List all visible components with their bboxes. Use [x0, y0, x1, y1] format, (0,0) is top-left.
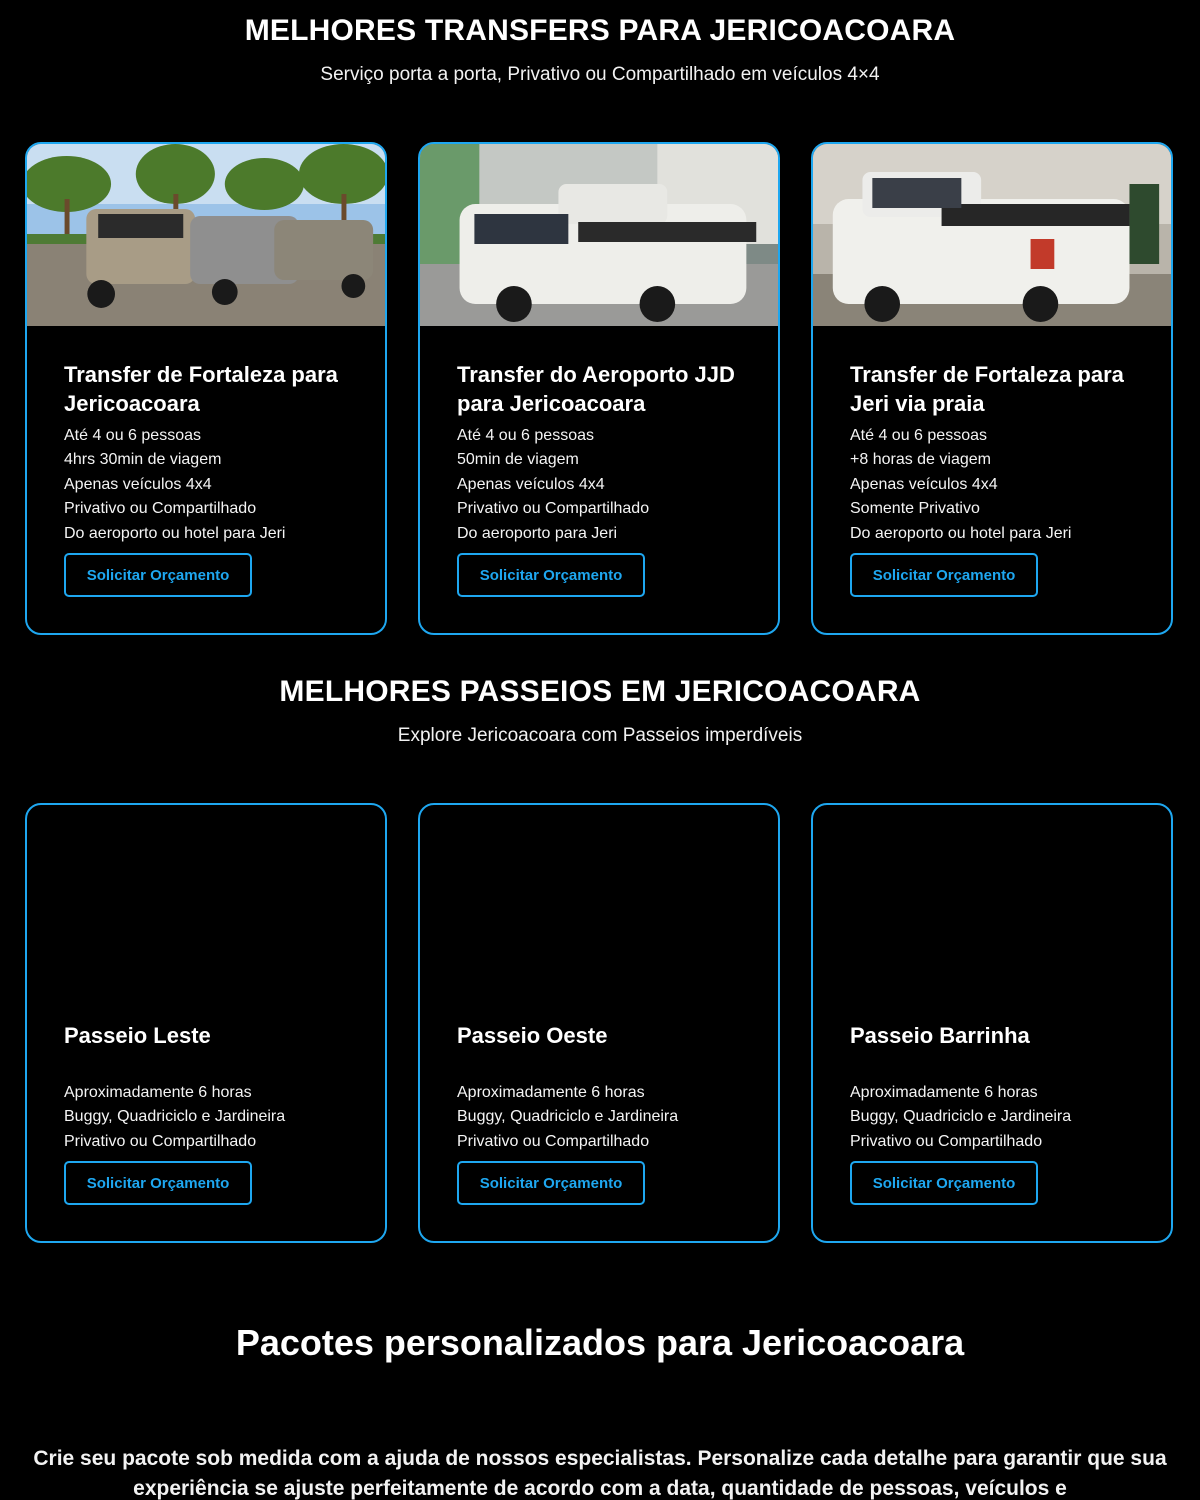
feature-item: Aproximadamente 6 horas [850, 1084, 1038, 1101]
feature-item: Apenas veículos 4x4 [850, 475, 998, 493]
card-title: Passeio Leste [64, 1023, 211, 1048]
feature-item: Somente Privativo [850, 500, 980, 518]
feature-list [64, 1081, 375, 1154]
tour-card-leste [25, 803, 387, 1243]
packages-heading: Pacotes personalizados para Jericoacoara [235, 1322, 965, 1363]
feature-item: Buggy, Quadriciclo e Jardineira [850, 1108, 1072, 1126]
feature-item: Privativo ou Compartilhado [850, 1132, 1043, 1150]
feature-list [850, 1081, 1161, 1154]
feature-item: 4hrs 30min de viagem [64, 451, 222, 469]
tour-card-barrinha [811, 803, 1173, 1243]
request-quote-button[interactable]: Solicitar Orçamento [64, 553, 252, 597]
request-quote-button[interactable]: Solicitar Orçamento [457, 553, 645, 597]
card-title: Passeio Barrinha [850, 1023, 1030, 1048]
feature-item: Do aeroporto para Jeri [457, 524, 618, 542]
feature-item: Até 4 ou 6 pessoas [457, 427, 594, 444]
request-quote-button[interactable]: Solicitar Orçamento [850, 553, 1038, 597]
tours-subheading: Explore Jericoacoara com Passeios imperdíveis [397, 725, 803, 746]
feature-item: Do aeroporto ou hotel para Jeri [64, 524, 286, 542]
tour-card-oeste [418, 803, 780, 1243]
pickup-truck-photo [420, 144, 778, 326]
transfer-card-fortaleza [25, 142, 387, 635]
feature-item: Apenas veículos 4x4 [64, 475, 212, 493]
feature-item: Buggy, Quadriciclo e Jardineira [457, 1108, 679, 1126]
packages-description: Crie seu pacote sob medida com a ajuda de nossos especialistas. Personalize cada detalhe para garantir que sua experiência se ajuste perfeitamente de acordo com a data, quantidade de pessoas, veículos e [33, 1447, 1167, 1500]
feature-list [850, 424, 1161, 546]
feature-item: Do aeroporto ou hotel para Jeri [850, 524, 1072, 542]
feature-list [64, 424, 375, 546]
feature-item: Até 4 ou 6 pessoas [850, 427, 987, 444]
feature-item: Buggy, Quadriciclo e Jardineira [64, 1108, 286, 1126]
feature-item: Apenas veículos 4x4 [457, 475, 605, 493]
pickup-truck-hotel-photo [813, 144, 1171, 326]
feature-item: Privativo ou Compartilhado [457, 1132, 650, 1150]
feature-item: 50min de viagem [457, 451, 579, 469]
feature-item: Aproximadamente 6 horas [457, 1084, 645, 1101]
suv-fleet-photo [27, 144, 385, 326]
feature-item: Até 4 ou 6 pessoas [64, 427, 201, 444]
feature-item: Privativo ou Compartilhado [457, 500, 650, 518]
request-quote-button[interactable]: Solicitar Orçamento [457, 1161, 645, 1205]
card-title: Passeio Oeste [457, 1023, 608, 1048]
feature-item: Privativo ou Compartilhado [64, 1132, 257, 1150]
card-title: Transfer do Aeroporto JJD para Jericoacoara [457, 362, 735, 416]
tours-heading: MELHORES PASSEIOS EM JERICOACOARA [279, 675, 921, 708]
feature-item: Privativo ou Compartilhado [64, 500, 257, 518]
transfers-subheading: Serviço porta a porta, Privativo ou Compartilhado em veículos 4×4 [320, 64, 880, 85]
feature-list [457, 424, 768, 546]
transfer-card-beach-route [811, 142, 1173, 635]
request-quote-button[interactable]: Solicitar Orçamento [64, 1161, 252, 1205]
card-title: Transfer de Fortaleza para Jericoacoara [64, 362, 338, 416]
feature-item: Aproximadamente 6 horas [64, 1084, 252, 1101]
feature-list [457, 1081, 768, 1154]
transfers-heading: MELHORES TRANSFERS PARA JERICOACOARA [244, 14, 956, 47]
request-quote-button[interactable]: Solicitar Orçamento [850, 1161, 1038, 1205]
card-title: Transfer de Fortaleza para Jeri via praia [850, 362, 1124, 416]
feature-item: +8 horas de viagem [850, 451, 991, 469]
transfer-card-airport-jjd [418, 142, 780, 635]
